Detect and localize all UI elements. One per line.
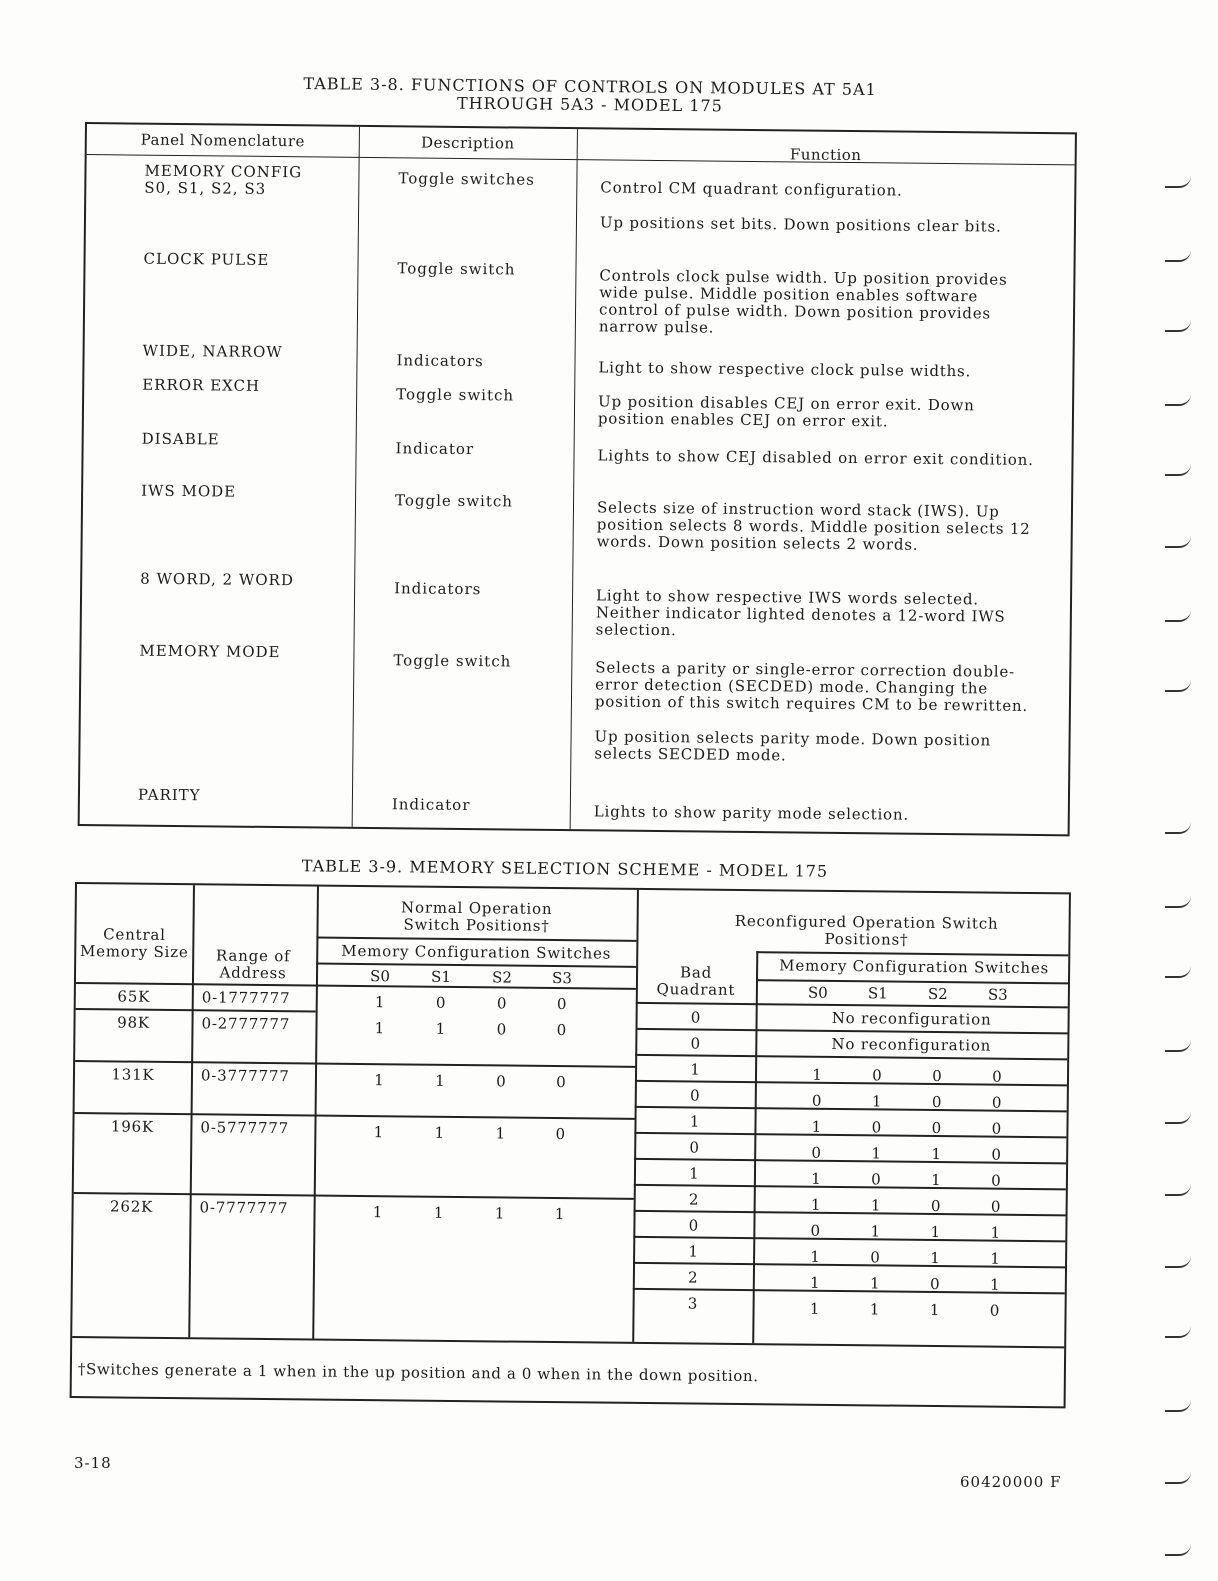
switch-bit: 1: [495, 1124, 506, 1143]
switch-bit: 1: [374, 1019, 385, 1038]
document-number: 60420000 F: [960, 1473, 1062, 1491]
header-r-s1: S1: [867, 984, 888, 1003]
description: Indicator: [391, 795, 471, 815]
function-paragraph: Up position selects parity mode. Down position selects SECDED mode.: [594, 727, 992, 765]
switch-bit: 0: [496, 1072, 506, 1091]
header-panel-nomenclature: Panel Nomenclature: [140, 130, 306, 151]
switch-bit: 0: [870, 1248, 880, 1267]
header-function: Function: [789, 145, 862, 165]
switch-bit: 1: [931, 1144, 942, 1164]
header-normal-operation: Normal Operation Switch Positions†: [401, 898, 553, 935]
panel-nomenclature: ERROR EXCH: [142, 375, 261, 395]
switch-bit: 0: [496, 994, 507, 1013]
page-number: 3-18: [74, 1454, 112, 1472]
switch-bit: 0: [871, 1118, 882, 1137]
switch-bit: 0: [556, 995, 567, 1014]
panel-nomenclature: WIDE, NARROW: [142, 341, 283, 362]
switch-bit: 1: [373, 1123, 384, 1142]
binder-mark: [1165, 896, 1191, 908]
memory-size: 98K: [117, 1013, 150, 1032]
binder-mark: [1165, 394, 1191, 406]
panel-nomenclature: MEMORY MODE: [139, 641, 281, 662]
switch-bit: 1: [434, 1123, 445, 1142]
caption-line-2: THROUGH 5A3 - MODEL 175: [456, 93, 723, 116]
description: Indicators: [394, 579, 482, 599]
switch-bit: 0: [496, 1020, 507, 1039]
switch-bit: 0: [872, 1066, 882, 1085]
switch-bit: 1: [870, 1196, 881, 1215]
bad-quadrant: 2: [688, 1190, 699, 1209]
header-central-memory-size: Central Memory Size: [79, 925, 189, 962]
header-reconfigured-operation: Reconfigured Operation Switch Positions†: [734, 911, 999, 949]
memory-size: 196K: [110, 1117, 155, 1136]
function-paragraph: Controls clock pulse width. Up position provides wide pulse. Middle position enables software control of pulse width. Down position provides narrow pulse.: [598, 266, 1008, 337]
bad-quadrant: 1: [689, 1112, 700, 1131]
binder-mark: [1165, 464, 1191, 476]
header-r-s2: S2: [927, 984, 948, 1004]
switch-bit: 0: [931, 1118, 942, 1138]
binder-mark: [1165, 1326, 1191, 1338]
switch-bit: 1: [990, 1249, 1000, 1268]
switch-bit: 1: [811, 1169, 821, 1188]
panel-nomenclature: PARITY: [137, 785, 201, 805]
binder-mark: [1165, 250, 1191, 262]
header-s2: S2: [492, 968, 513, 987]
memory-size: 262K: [109, 1197, 154, 1216]
description: Indicator: [395, 439, 475, 459]
description: Toggle switch: [394, 491, 514, 511]
switch-bit: 1: [372, 1203, 383, 1222]
switch-bit: 1: [810, 1195, 821, 1214]
function: [596, 499, 1037, 573]
description: Indicators: [396, 351, 484, 371]
switch-bit: 0: [435, 993, 446, 1012]
table-row: [80, 785, 1068, 824]
function: [600, 179, 1041, 254]
table-3-9-caption: TABLE 3-9. MEMORY SELECTION SCHEME - MODEL 175: [301, 856, 829, 881]
binder-mark: [1165, 1472, 1191, 1484]
switch-bit: 1: [809, 1299, 820, 1318]
address-range: 0-3777777: [200, 1066, 290, 1086]
table-3-8: [78, 122, 1077, 836]
function: [594, 803, 1034, 843]
binder-mark: [1165, 536, 1191, 548]
switch-bit: 1: [930, 1248, 940, 1268]
function-paragraph: Up position disables CEJ on error exit. Down position enables CEJ on error exit.: [597, 392, 975, 431]
panel-nomenclature: IWS MODE: [141, 481, 237, 501]
switch-bit: 1: [435, 1071, 445, 1090]
switch-bit: 0: [811, 1091, 822, 1110]
panel-nomenclature: DISABLE: [141, 429, 220, 449]
bad-quadrant: 0: [689, 1138, 700, 1157]
footnote: †Switches generate a 1 when in the up position and a 0 when in the down position.: [77, 1360, 759, 1386]
bad-quadrant: 3: [687, 1294, 698, 1313]
switch-bit: 1: [811, 1117, 822, 1136]
switch-bit: 0: [556, 1073, 566, 1092]
address-range: 0-5777777: [200, 1118, 290, 1138]
binder-mark: [1165, 320, 1191, 332]
no-reconfiguration: No reconfiguration: [831, 1034, 992, 1055]
function: [597, 447, 1037, 487]
function: [594, 659, 1035, 785]
binder-mark: [1165, 176, 1191, 188]
switch-bit: 0: [871, 1170, 881, 1189]
function-paragraph: Up positions set bits. Down positions clear bits.: [599, 213, 1002, 236]
binder-mark: [1165, 680, 1191, 692]
switch-bit: 0: [810, 1221, 821, 1240]
description: Toggle switches: [398, 169, 536, 189]
switch-bit: 1: [374, 1071, 384, 1090]
table-3-8-caption: [240, 74, 940, 117]
header-range-of-address: Range of Address: [215, 946, 291, 983]
switch-bit: 1: [435, 1019, 446, 1038]
memory-size: 65K: [117, 987, 151, 1006]
bad-quadrant: 1: [689, 1164, 699, 1183]
binder-mark: [1165, 822, 1191, 834]
switch-bit: 0: [991, 1145, 1002, 1164]
switch-bit: 0: [555, 1125, 566, 1144]
switch-bit: 1: [869, 1300, 880, 1319]
switch-bit: 1: [869, 1274, 880, 1293]
function-paragraph: Lights to show parity mode selection.: [593, 802, 910, 824]
switch-bit: 0: [991, 1119, 1002, 1138]
memory-size: 131K: [111, 1065, 155, 1084]
switch-bit: 1: [554, 1205, 565, 1224]
bad-quadrant: 0: [688, 1216, 699, 1235]
function-paragraph: Light to show respective clock pulse widths.: [598, 358, 972, 381]
binder-mark: [1165, 1544, 1191, 1556]
function: [598, 393, 1039, 450]
panel-nomenclature: 8 WORD, 2 WORD: [140, 569, 295, 590]
panel-nomenclature: CLOCK PULSE: [143, 249, 270, 269]
function-paragraph: Lights to show CEJ disabled on error exit condition.: [597, 446, 1034, 469]
bad-quadrant: 0: [690, 1034, 701, 1053]
description: Toggle switch: [393, 651, 512, 671]
switch-bit: 1: [871, 1144, 882, 1163]
header-s0: S0: [370, 967, 391, 986]
switch-bit: 1: [870, 1222, 881, 1241]
switch-bit: 1: [810, 1247, 820, 1266]
switch-bit: 0: [991, 1171, 1001, 1190]
binder-mark: [1165, 966, 1191, 978]
address-range: 0-2777777: [201, 1014, 291, 1034]
switch-bit: 1: [929, 1300, 940, 1320]
switch-bit: 1: [809, 1273, 820, 1292]
address-range: 0-1777777: [201, 988, 291, 1008]
header-r-s3: S3: [987, 985, 1008, 1004]
bad-quadrant: 0: [689, 1086, 700, 1105]
header-r-s0: S0: [807, 983, 828, 1002]
binder-mark: [1165, 610, 1191, 622]
header-bad-quadrant: Bad Quadrant: [656, 963, 736, 999]
function-paragraph: Control CM quadrant configuration.: [600, 178, 903, 200]
switch-bit: 0: [930, 1196, 941, 1216]
header-s1: S1: [431, 967, 452, 986]
binder-mark: [1165, 1112, 1191, 1124]
header-memory-config-switches-normal: Memory Configuration Switches: [341, 941, 612, 963]
caption-line-1: TABLE 3-8. FUNCTIONS OF CONTROLS ON MODULES AT 5A1: [303, 73, 877, 100]
switch-bit: 0: [991, 1093, 1002, 1112]
switch-bit: 0: [929, 1274, 940, 1294]
switch-bit: 1: [871, 1092, 882, 1111]
binder-mark: [1165, 1040, 1191, 1052]
binder-mark: [1165, 1400, 1191, 1412]
header-description: Description: [420, 133, 515, 153]
description: Toggle switch: [397, 259, 516, 279]
header-s3: S3: [552, 969, 573, 988]
no-reconfiguration: No reconfiguration: [831, 1008, 992, 1029]
switch-bit: 0: [990, 1197, 1001, 1216]
switch-bit: 0: [992, 1067, 1002, 1086]
switch-bit: 1: [930, 1222, 941, 1242]
switch-bit: 0: [931, 1092, 942, 1112]
switch-bit: 0: [932, 1066, 942, 1086]
switch-bit: 1: [812, 1065, 822, 1084]
switch-bit: 1: [931, 1170, 941, 1190]
function: [599, 267, 1040, 358]
function-paragraph: Selects a parity or single-error correction double-error detection (SECDED) mode. Changing the position of this switch requires CM to be rewritten.: [594, 658, 1029, 715]
header-memory-config-switches-reconfig: Memory Configuration Switches: [779, 956, 1050, 978]
switch-bit: 0: [811, 1143, 822, 1162]
description: Toggle switch: [396, 385, 515, 405]
bad-quadrant: 1: [688, 1242, 699, 1261]
bad-quadrant: 1: [690, 1060, 700, 1079]
function-paragraph: Selects size of instruction word stack (IWS). Up position selects 8 words. Middle position selects 12 words. Down position selects 2 words.: [596, 498, 1031, 554]
binder-mark: [1165, 1184, 1191, 1196]
function: [595, 587, 1036, 661]
binder-mark: [1165, 1256, 1191, 1268]
bad-quadrant: 2: [688, 1268, 698, 1287]
switch-bit: 1: [989, 1275, 1000, 1294]
switch-bit: 0: [556, 1021, 567, 1040]
bad-quadrant: 0: [690, 1008, 701, 1027]
function-paragraph: Light to show respective IWS words selected. Neither indicator lighted denotes a 12-word IWS selection.: [595, 586, 1006, 640]
switch-bit: 1: [433, 1203, 444, 1222]
switch-bit: 1: [494, 1204, 505, 1223]
switch-bit: 1: [374, 993, 385, 1012]
panel-nomenclature: MEMORY CONFIG S0, S1, S2, S3: [144, 161, 303, 198]
switch-bit: 1: [990, 1223, 1001, 1242]
switch-bit: 0: [989, 1301, 1000, 1320]
address-range: 0-7777777: [199, 1198, 289, 1218]
table-3-9: [70, 882, 1071, 1408]
